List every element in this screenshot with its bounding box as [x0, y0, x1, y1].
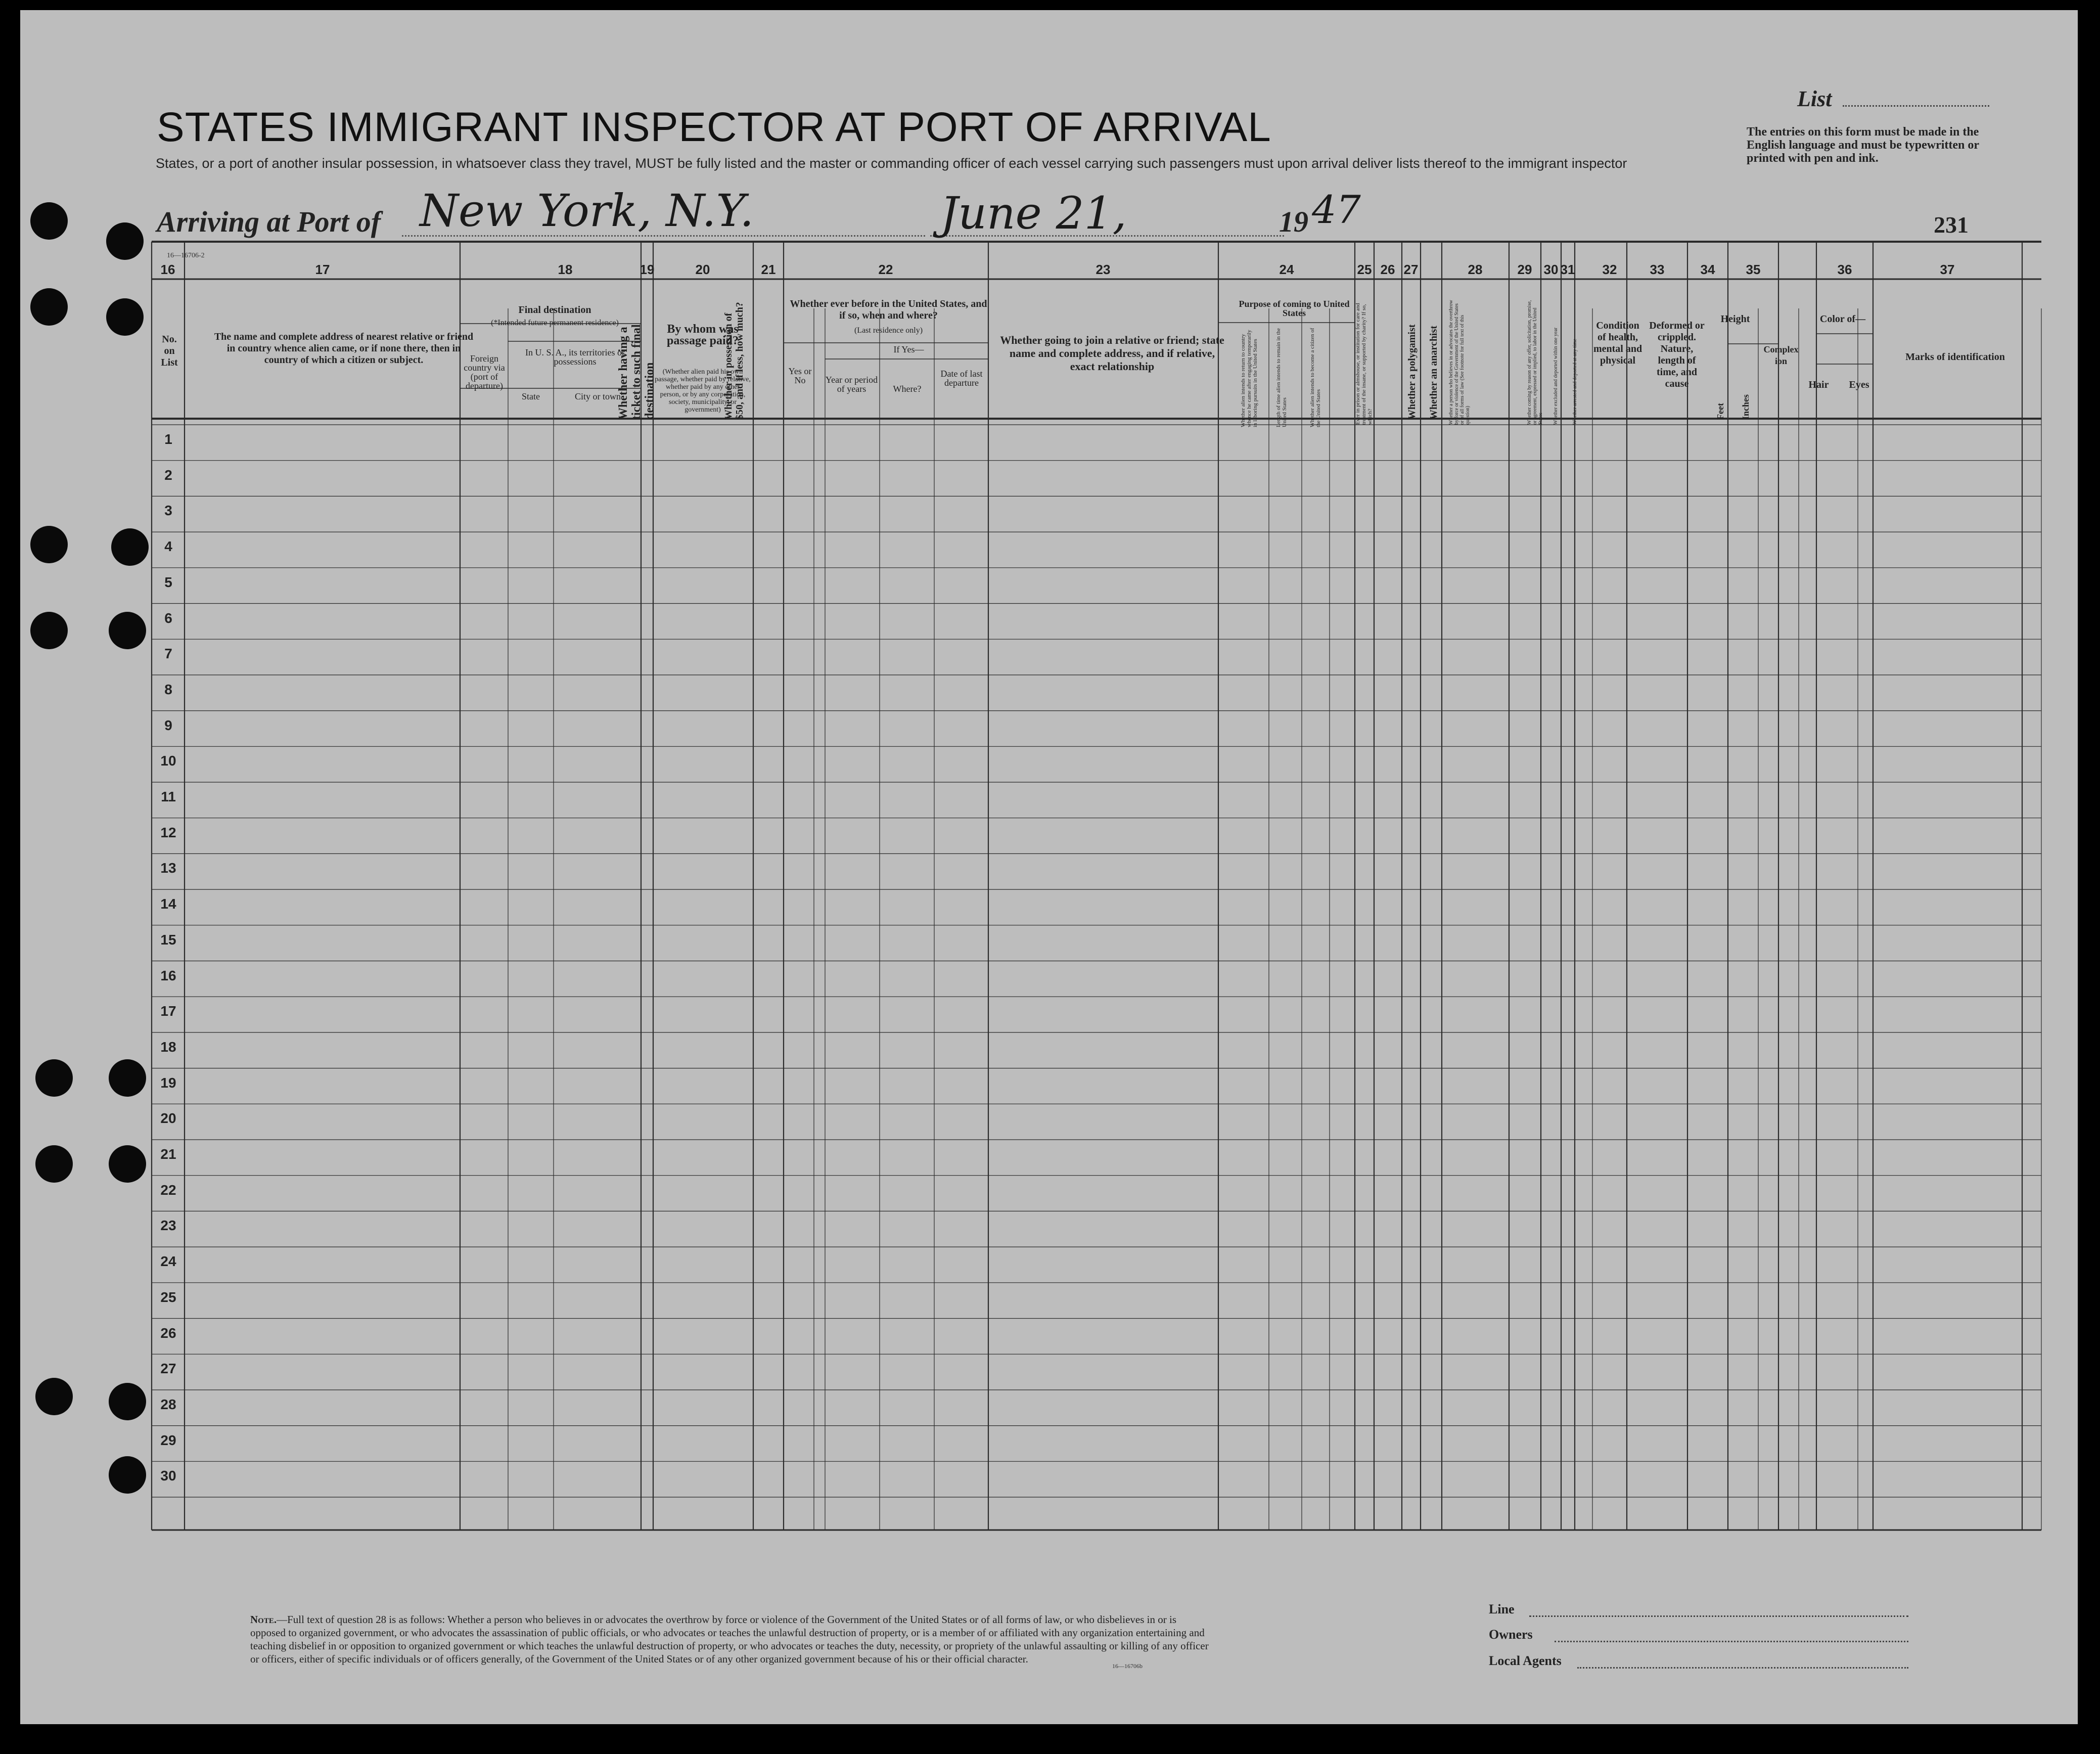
arriving-label: Arriving at Port of — [157, 205, 381, 238]
column-number: 24 — [1279, 262, 1294, 277]
footer-owners-field — [1555, 1641, 1908, 1642]
column-number: 19 — [640, 262, 655, 277]
col23-header: Whether going to join a relative or friend; state name and complete address, and if relative, exact relationship — [1000, 334, 1224, 373]
row-number: 12 — [160, 824, 176, 840]
row-number: 2 — [164, 467, 172, 483]
col24-sub-length: Length of time alien intends to remain in the United States — [1275, 328, 1288, 427]
row-number: 13 — [160, 860, 176, 876]
footnote-code: 16—16706b — [1112, 1662, 1143, 1670]
port-handwritten: New York, N.Y. — [420, 185, 754, 237]
col24-sub-citizen: Whether alien intends to become a citizen of the United States — [1309, 328, 1321, 427]
column-number: 32 — [1602, 262, 1617, 277]
form-title: STATES IMMIGRANT INSPECTOR AT PORT OF ARRIVAL — [157, 104, 1271, 150]
col31-header: Whether arrested and deported at any time — [1572, 339, 1578, 425]
column-number: 27 — [1403, 262, 1419, 277]
col37-header: Marks of identification — [1905, 351, 2005, 363]
row-number: 21 — [160, 1146, 176, 1162]
punch-hole-icon — [109, 1059, 146, 1097]
column-number: 16 — [160, 262, 175, 277]
punch-hole-icon — [106, 298, 144, 336]
row-number: 22 — [160, 1182, 176, 1198]
column-number: 31 — [1560, 262, 1575, 277]
col24-sub-return: Whether alien intends to return to country whence he came after engaging temporarily in laboring pursuits in the United States — [1240, 330, 1258, 427]
col29-header: Whether coming by reason of any offer, solicitation, promise, or agreement, expressed or implied, to labor in the United States — [1527, 300, 1543, 425]
col18-usa: In U. S. A., its territories or possessions — [525, 347, 625, 367]
col22-where: Where? — [893, 384, 922, 394]
row-number: 29 — [160, 1432, 176, 1448]
row-number: 3 — [164, 503, 172, 519]
footer-agents-field — [1577, 1667, 1908, 1669]
row-number: 24 — [160, 1253, 176, 1270]
punch-hole-icon — [109, 612, 146, 649]
date-handwritten: June 21, — [940, 187, 1127, 239]
column-number: 36 — [1837, 262, 1852, 277]
col18-foreign: Foreign country via (port of departure) — [464, 353, 505, 391]
footer-agents-label: Local Agents — [1489, 1653, 1562, 1668]
punch-hole-icon — [35, 1059, 73, 1097]
row-number: 15 — [160, 931, 176, 948]
footer-owners-label: Owners — [1489, 1627, 1533, 1642]
row-number: 23 — [160, 1218, 176, 1234]
year-prefix: 19 — [1279, 205, 1308, 238]
punch-hole-icon — [109, 1383, 146, 1420]
form-code: 16—16706-2 — [167, 252, 205, 259]
punch-hole-icon — [30, 612, 68, 649]
form-subtitle: States, or a port of another insular possession, in whatsoever class they travel, MUST be fully listed and the master or commanding officer of each vessel carrying such passengers must upon arrival deliver lists thereof to the immigrant inspector — [156, 156, 1627, 171]
column-number: 34 — [1700, 262, 1715, 277]
row-number: 6 — [164, 610, 172, 626]
manifest-sheet — [20, 10, 2078, 1724]
col36-header: Color of— — [1819, 313, 1866, 325]
col25-header: Ever in prison or almshouse, or institution for care and treatment of the insane, or supported by charity? If so, which? — [1355, 303, 1373, 425]
column-number: 30 — [1543, 262, 1559, 277]
punch-hole-icon — [109, 1456, 146, 1494]
column-number: 22 — [878, 262, 893, 277]
row-number: 18 — [160, 1039, 176, 1055]
col34-feet: Feet — [1715, 403, 1725, 420]
row-number: 14 — [160, 896, 176, 912]
row-number: 4 — [164, 538, 172, 555]
column-number: 23 — [1095, 262, 1111, 277]
col18-note: (*Intended future permanent residence) — [491, 319, 619, 327]
col20-note: (Whether alien paid his own passage, whether paid by relative, whether paid by any other person, or by any corporation, society, municipality, or government) — [655, 368, 751, 414]
col20-header: By whom was passage paid? — [666, 323, 739, 347]
col33-header: Deformed or crippled. Nature, length of time, and cause — [1649, 320, 1705, 389]
col30-header: Whether excluded and deported within one year — [1553, 327, 1559, 425]
col35-header: Complexion — [1763, 344, 1799, 366]
footnote — [250, 1613, 1211, 1666]
col19-header: Whether having a ticket to such final destination — [617, 324, 656, 420]
footer-line-field — [1529, 1615, 1908, 1617]
row-number: 16 — [160, 967, 176, 983]
punch-hole-icon — [109, 1145, 146, 1183]
column-number: 18 — [558, 262, 573, 277]
punch-hole-icon — [35, 1378, 73, 1415]
column-number: 26 — [1380, 262, 1395, 277]
col22-ifyes: If Yes— — [893, 344, 924, 354]
col22-header: Whether ever before in the United States, and if so, when and where? — [790, 298, 987, 321]
col22-note: (Last residence only) — [854, 326, 923, 335]
column-number: 35 — [1746, 262, 1761, 277]
col16-header: No. on List — [161, 334, 178, 368]
row-number: 5 — [164, 574, 172, 590]
row-number: 8 — [164, 681, 172, 697]
row-number: 19 — [160, 1074, 176, 1091]
col22-year: Year or period of years — [825, 375, 878, 394]
col28-header: Whether a person who believes in or advocates the overthrow by force or violence of the Government of the United States or of all forms of law (See footnote for full text of this question) — [1448, 300, 1471, 425]
col34-inches: Inches — [1741, 394, 1751, 420]
col21-header: Whether in possession of $50, and if less, how much? — [723, 302, 745, 420]
col18-state: State — [522, 391, 540, 401]
column-number: 33 — [1650, 262, 1665, 277]
punch-hole-icon — [35, 1145, 73, 1183]
row-number: 7 — [164, 646, 172, 662]
col36-hair: Hair — [1808, 379, 1829, 390]
row-number: 17 — [160, 1003, 176, 1019]
row-number: 26 — [160, 1325, 176, 1341]
footer-line-label: Line — [1489, 1602, 1515, 1616]
row-number: 1 — [164, 431, 172, 447]
col24-header: Purpose of coming to United States — [1239, 299, 1350, 318]
row-number: 28 — [160, 1396, 176, 1412]
column-number: 25 — [1357, 262, 1372, 277]
col32-header: Condition of health, mental and physical — [1593, 320, 1642, 366]
column-number: 37 — [1940, 262, 1955, 277]
col36-eyes: Eyes — [1849, 379, 1869, 390]
page-number: 231 — [1934, 212, 1969, 238]
list-label: List — [1797, 86, 1832, 111]
form-instructions: The entries on this form must be made in the English language and must be typewritten or printed with pen and ink. — [1747, 125, 1979, 165]
row-number: 27 — [160, 1361, 176, 1377]
punch-hole-icon — [106, 222, 144, 260]
punch-hole-icon — [30, 288, 68, 326]
punch-hole-icon — [30, 202, 68, 240]
col26-header: Whether a polygamist — [1406, 324, 1418, 420]
row-number: 9 — [164, 717, 172, 733]
col18-city: City or town — [574, 391, 621, 401]
col18-header: Final destination — [518, 304, 591, 316]
footnote-label: Note. — [250, 1613, 277, 1626]
column-number: 28 — [1468, 262, 1483, 277]
row-number: 20 — [160, 1110, 176, 1127]
col22-yesno: Yes or No — [788, 366, 812, 385]
row-number: 25 — [160, 1289, 176, 1305]
punch-hole-icon — [111, 528, 149, 566]
col22-date: Date of last departure — [940, 369, 983, 388]
punch-hole-icon — [30, 526, 68, 563]
column-number: 21 — [761, 262, 776, 277]
column-number: 17 — [315, 262, 330, 277]
row-number: 11 — [161, 789, 176, 804]
footnote-text: —Full text of question 28 is as follows: Whether a person who believes in or advocates the overthrow by force or violence of the Government of the United States or of all forms of law, or who disbelieves in or is opposed to organized government, or who advocates the assassination of public officials, or who advocates or teaches the unlawful destruction of property, or is a member of or affiliated with any organization entertaining and teaching disbelief in or opposition to organized government or which teaches the unlawful destruction of property, or who advocates or teaches the duty, necessity, or propriety of the unlawful assaulting or killing of any officer or officers, either of specific individuals or of officers generally, of the Government of the United States or of any other organized government because of his or their official character. — [250, 1613, 1209, 1665]
row-number: 30 — [160, 1468, 176, 1484]
column-number: 29 — [1517, 262, 1532, 277]
year-handwritten: 47 — [1312, 187, 1361, 232]
col27-header: Whether an anarchist — [1428, 326, 1439, 420]
col17-header: The name and complete address of nearest relative or friend in country whence alien came, or if none there, then in country of which a citizen or subject. — [214, 331, 474, 366]
col34-header: Height — [1720, 313, 1750, 325]
row-number: 10 — [160, 753, 176, 769]
column-number: 20 — [695, 262, 710, 277]
